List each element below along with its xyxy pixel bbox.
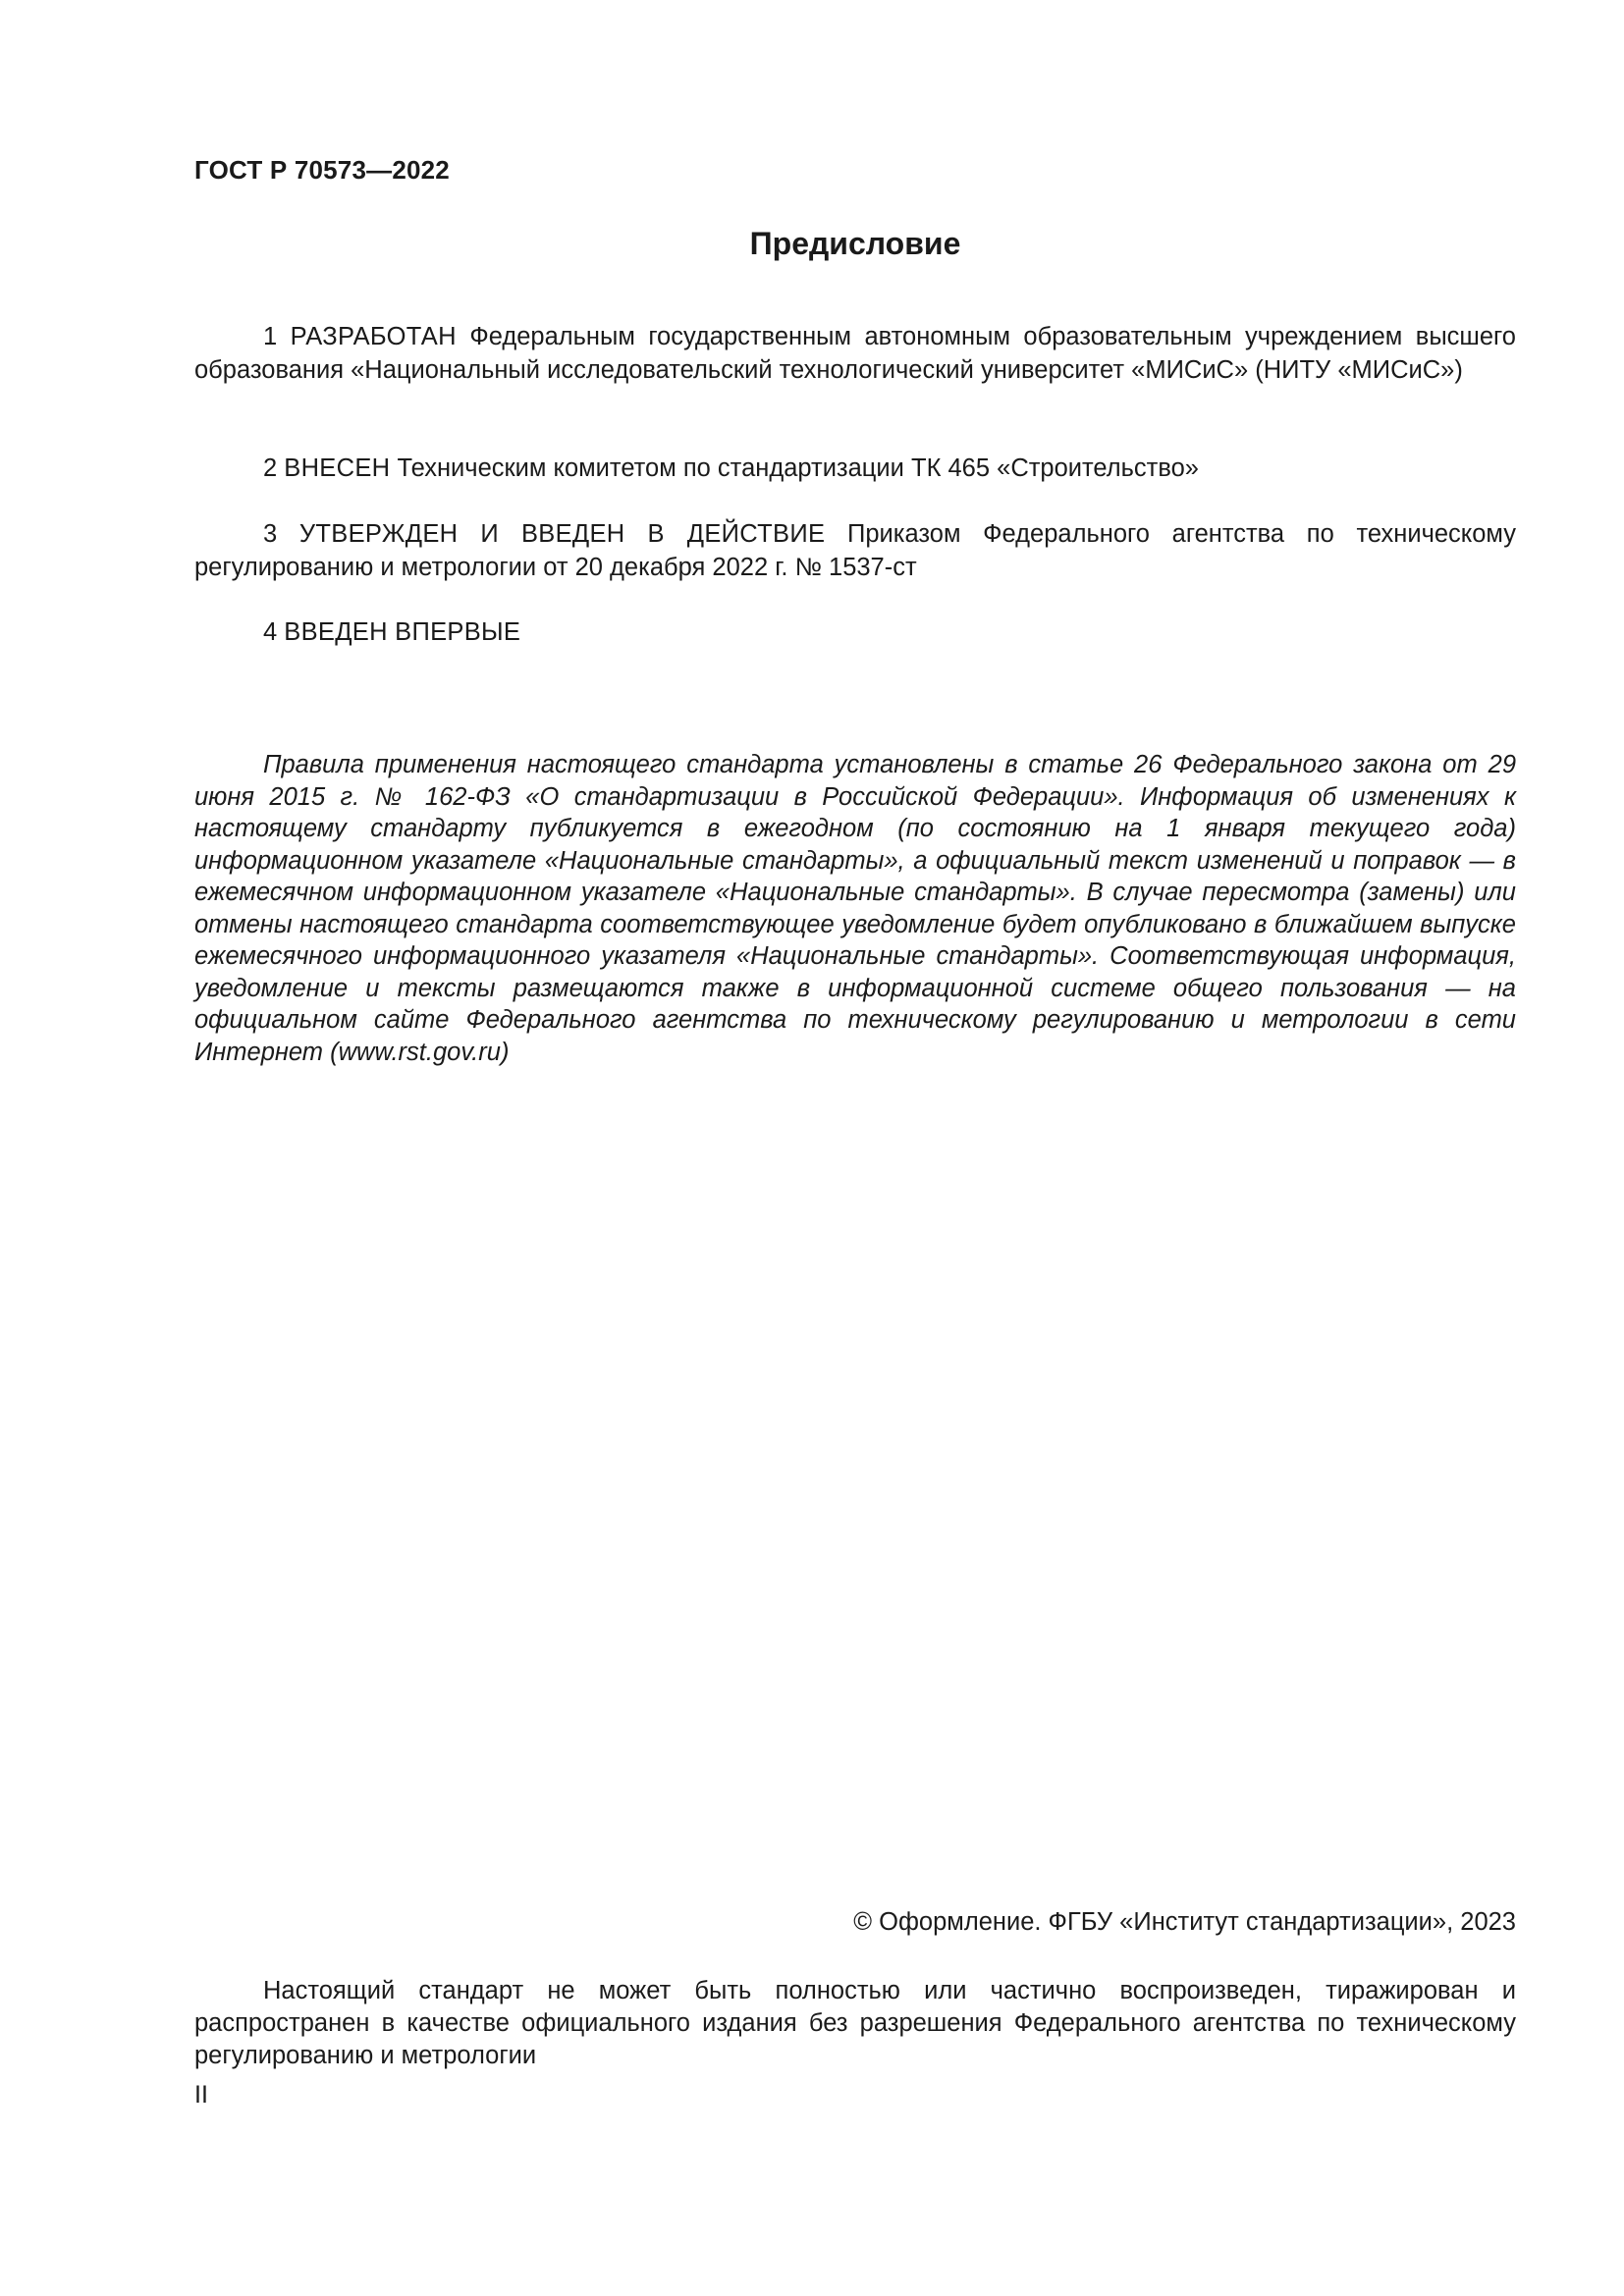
item-label: ВВЕДЕН ВПЕРВЫЕ bbox=[284, 618, 521, 646]
reproduction-restriction: Настоящий стандарт не может быть полностью или частично воспроизведен, тиражирован и распространен в качестве официального издания без разрешения Федерального агентства по техническому регулированию и метрологии bbox=[194, 1977, 1516, 2069]
application-rules-notice: Правила применения настоящего стандарта установлены в статье 26 Федерального закона от 29 июня 2015 г. № 162-ФЗ «О стандартизации в Российской Федерации». Информация об изменениях к настоящему стандарту публикуется в ежегодном (по состоянию на 1 января текущего года) информационном указателе «Национальные стандарты», а официальный текст изменений и поправок — в ежемесячном информационном указателе «Национальные стандарты». В случае пересмотра (замены) или отмены настоящего стандарта соответствующее уведомление будет опубликовано в ближайшем выпуске ежемесячного информационного указателя «Национальные стандарты». Соответствующая информация, уведомление и тексты размещаются также в информационной системе общего пользования — на официальном сайте Федерального агентства по техническому регулированию и метрологии в сети Интернет (www.rst.gov.ru) bbox=[194, 751, 1516, 1066]
foreword-item-1 bbox=[194, 320, 1516, 387]
copyright-line: © Оформление. ФГБУ «Институт стандартизации», 2023 bbox=[853, 1908, 1516, 1936]
page-title: Предисловие bbox=[749, 226, 961, 261]
foreword-item-4 bbox=[194, 615, 1516, 649]
item-label: УТВЕРЖДЕН И ВВЕДЕН В ДЕЙСТВИЕ bbox=[298, 520, 826, 548]
item-label: ВНЕСЕН bbox=[284, 454, 391, 482]
item-label: РАЗРАБОТАН bbox=[290, 323, 457, 350]
document-code: ГОСТ Р 70573—2022 bbox=[194, 155, 450, 185]
foreword-item-3 bbox=[194, 517, 1516, 584]
item-number: 1 bbox=[263, 323, 278, 350]
item-text: Приказом Федерального агентства по техническому регулированию и метрологии от 20 декабря 2022 г. № 1537-ст bbox=[194, 520, 1516, 581]
item-number: 3 bbox=[263, 520, 278, 548]
item-text: Техническим комитетом по стандартизации ТК 465 «Строительство» bbox=[397, 454, 1199, 482]
foreword-item-2 bbox=[194, 452, 1516, 485]
item-number: 4 bbox=[263, 618, 278, 646]
item-text: Федеральным государственным автономным образовательным учреждением высшего образования «Национальный исследовательский технологический университет «МИСиС» (НИТУ «МИСиС») bbox=[194, 323, 1516, 384]
page-number: II bbox=[194, 2081, 208, 2109]
item-number: 2 bbox=[263, 454, 278, 482]
